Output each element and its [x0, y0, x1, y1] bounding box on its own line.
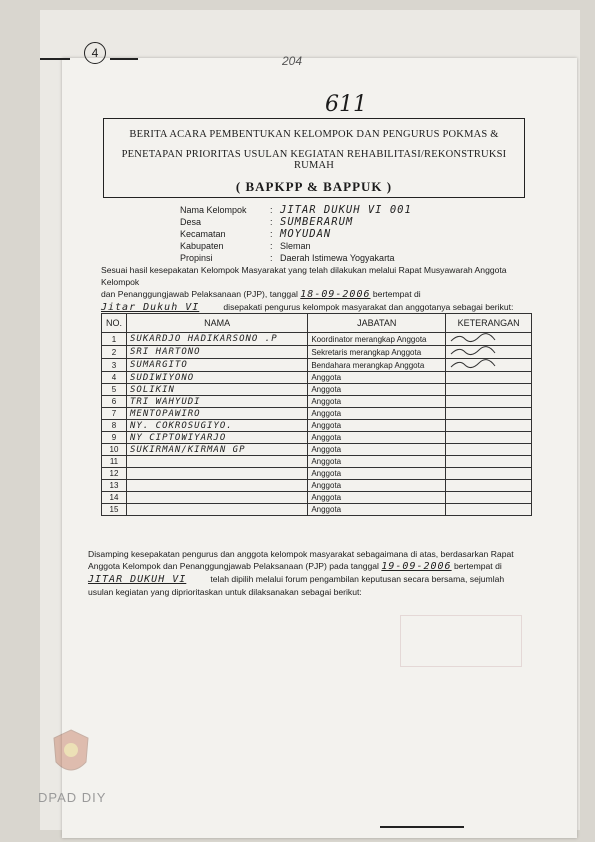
info-label: Propinsi	[180, 253, 213, 263]
row-nama	[126, 333, 307, 346]
row-jabatan: Anggota	[308, 408, 446, 420]
info-row-kecamatan: Kecamatan : MOYUDAN	[180, 228, 332, 240]
circled-number: 4	[84, 42, 106, 64]
paragraph-2-line-1: Disamping kesepakatan pengurus dan anggota kelompok masyarakat sebagaimana di atas, berdasarkan Rapat	[88, 549, 514, 559]
row-jabatan: Anggota	[308, 504, 446, 516]
row-jabatan: Sekretaris merangkap Anggota	[308, 346, 446, 359]
text: (PJP),	[243, 289, 268, 299]
row-number: 3	[102, 359, 127, 372]
info-row-nama-kelompok: Nama Kelompok : JITAR DUKUH VI 001	[180, 204, 412, 216]
member-name: SRI HARTONO	[129, 347, 201, 357]
row-keterangan	[446, 444, 532, 456]
table-row	[102, 468, 532, 480]
row-jabatan: Anggota	[308, 432, 446, 444]
row-nama	[126, 372, 307, 384]
text: dan	[101, 289, 116, 299]
paragraph-2-line-2	[88, 560, 536, 573]
table-row	[102, 359, 532, 372]
info-value: Sleman	[280, 241, 311, 251]
table-row	[102, 372, 532, 384]
row-keterangan	[446, 333, 532, 346]
text: Pelaksanaan	[191, 289, 242, 299]
paragraph-2-line-3	[88, 573, 536, 586]
table-row	[102, 444, 532, 456]
top-code: 204	[282, 54, 303, 68]
row-number: 13	[102, 480, 127, 492]
row-jabatan: Anggota	[308, 396, 446, 408]
member-name: SUMARGITO	[129, 360, 188, 370]
member-name: TRI WAHYUDI	[129, 396, 201, 407]
signature-icon	[449, 346, 499, 356]
member-name: MENTOPAWIRO	[129, 408, 201, 419]
row-number: 8	[102, 420, 127, 432]
table-row	[102, 420, 532, 432]
row-jabatan: Anggota	[308, 480, 446, 492]
text: bertempat di	[453, 561, 502, 571]
meeting-place-1: Jitar Dukuh VI	[101, 302, 200, 313]
row-nama	[126, 420, 307, 432]
paragraph-2-line-4: usulan kegiatan yang diprioritaskan untuk dilaksanakan sebagai berikut:	[88, 587, 362, 597]
row-jabatan: Anggota	[308, 492, 446, 504]
info-label: Kecamatan	[180, 229, 226, 239]
row-keterangan	[446, 346, 532, 359]
row-number: 11	[102, 456, 127, 468]
title-line-3: ( BAPKPP & BAPPUK )	[235, 179, 393, 194]
title-line-2: PENETAPAN PRIORITAS USULAN KEGIATAN REHABILITASI/REKONSTRUKSI RUMAH	[121, 149, 507, 171]
row-jabatan: Anggota	[308, 420, 446, 432]
table-row	[102, 384, 532, 396]
row-nama	[126, 408, 307, 420]
row-keterangan	[446, 456, 532, 468]
paragraph-1-line-1: Sesuai hasil kesepakatan Kelompok Masyarakat yang telah dilakukan melalui Rapat Musyawarah Anggota Kelompok	[101, 265, 507, 287]
text: disepakati pengurus kelompok masyarakat dan anggotanya sebagai berikut:	[223, 302, 514, 312]
title-box	[103, 118, 525, 198]
text: telah dipilih melalui forum pengambilan keputusan secara bersama, sejumlah	[210, 574, 505, 584]
row-nama	[126, 480, 307, 492]
row-jabatan: Anggota	[308, 444, 446, 456]
row-keterangan	[446, 420, 532, 432]
meeting-place-2: JITAR DUKUH VI	[88, 574, 187, 585]
info-row-desa: Desa : SUMBERARUM	[180, 216, 354, 228]
row-number: 15	[102, 504, 127, 516]
row-keterangan	[446, 359, 532, 372]
row-jabatan: Anggota	[308, 384, 446, 396]
row-number: 4	[102, 372, 127, 384]
watermark: DPAD DIY	[38, 790, 107, 805]
member-name: SUKIRMAN/KIRMAN GP	[129, 444, 246, 455]
row-keterangan	[446, 504, 532, 516]
row-keterangan	[446, 468, 532, 480]
page-number: 611	[325, 92, 367, 117]
text: Anggota Kelompok dan Penanggungjawab Pelaksanaan (PJP) pada tanggal	[88, 561, 379, 571]
row-keterangan	[446, 480, 532, 492]
faded-stamp	[400, 615, 522, 667]
row-number: 2	[102, 346, 127, 359]
title-line-1: BERITA ACARA PEMBENTUKAN KELOMPOK DAN PENGURUS POKMAS &	[129, 129, 499, 140]
member-name: SUDIWIYONO	[129, 372, 195, 383]
meeting-date-1: 18-09-2006	[300, 289, 371, 300]
row-keterangan	[446, 384, 532, 396]
member-name: SUKARDJO HADIKARSONO .P	[129, 334, 278, 344]
table-row	[102, 492, 532, 504]
text: bertempat	[372, 289, 412, 299]
table-body	[102, 333, 532, 516]
row-nama	[126, 444, 307, 456]
info-value: MOYUDAN	[280, 228, 332, 240]
row-nama	[126, 504, 307, 516]
header-nama: NAMA	[126, 314, 307, 333]
text: tanggal	[269, 289, 298, 299]
row-nama	[126, 432, 307, 444]
table-row	[102, 396, 532, 408]
header-jabatan: JABATAN	[308, 314, 446, 333]
member-name: NY CIPTOWIYARJO	[129, 432, 227, 443]
table-row	[102, 504, 532, 516]
table-row	[102, 480, 532, 492]
group-info	[180, 204, 412, 264]
pen-dash-right	[110, 58, 138, 60]
row-jabatan: Koordinator merangkap Anggota	[308, 333, 446, 346]
signature-icon	[449, 333, 499, 343]
header-no: NO.	[102, 314, 127, 333]
row-nama	[126, 468, 307, 480]
row-keterangan	[446, 372, 532, 384]
member-name: NY. COKROSUGIYO.	[129, 420, 233, 431]
member-name: SOLIKIN	[129, 384, 175, 395]
table-header-row	[102, 314, 532, 333]
row-number: 5	[102, 384, 127, 396]
row-keterangan	[446, 432, 532, 444]
signature-icon	[449, 359, 499, 369]
text: di	[413, 289, 421, 299]
paragraph-1	[101, 264, 533, 314]
row-nama	[126, 346, 307, 359]
info-label: Desa	[180, 217, 202, 227]
row-nama	[126, 384, 307, 396]
header-keterangan: KETERANGAN	[446, 314, 532, 333]
meeting-date-2: 19-09-2006	[381, 561, 452, 572]
pen-dash-left	[40, 58, 70, 60]
member-table	[101, 313, 532, 516]
seal-icon	[50, 728, 92, 780]
row-number: 1	[102, 333, 127, 346]
row-jabatan: Anggota	[308, 468, 446, 480]
info-value: SUMBERARUM	[280, 216, 354, 228]
info-row-propinsi: Propinsi : Daerah Istimewa Yogyakarta	[180, 253, 395, 263]
info-value: JITAR DUKUH VI 001	[280, 204, 412, 216]
row-nama	[126, 456, 307, 468]
table-row	[102, 456, 532, 468]
row-number: 6	[102, 396, 127, 408]
info-row-kabupaten: Kabupaten : Sleman	[180, 241, 311, 251]
table-row	[102, 408, 532, 420]
table-row	[102, 432, 532, 444]
row-number: 10	[102, 444, 127, 456]
row-number: 7	[102, 408, 127, 420]
info-label: Kabupaten	[180, 241, 224, 251]
row-nama	[126, 359, 307, 372]
text: Penanggungjawab	[117, 289, 189, 299]
row-number: 14	[102, 492, 127, 504]
table-row	[102, 346, 532, 359]
row-number: 9	[102, 432, 127, 444]
row-keterangan	[446, 396, 532, 408]
row-jabatan: Anggota	[308, 372, 446, 384]
info-value: Daerah Istimewa Yogyakarta	[280, 253, 395, 263]
bottom-underline	[380, 826, 464, 828]
info-label: Nama Kelompok	[180, 205, 247, 215]
row-keterangan	[446, 408, 532, 420]
row-nama	[126, 396, 307, 408]
row-jabatan: Anggota	[308, 456, 446, 468]
row-keterangan	[446, 492, 532, 504]
row-jabatan: Bendahara merangkap Anggota	[308, 359, 446, 372]
row-number: 12	[102, 468, 127, 480]
table-row	[102, 333, 532, 346]
row-nama	[126, 492, 307, 504]
paragraph-2	[88, 548, 536, 598]
paragraph-1-line-2	[101, 288, 533, 301]
